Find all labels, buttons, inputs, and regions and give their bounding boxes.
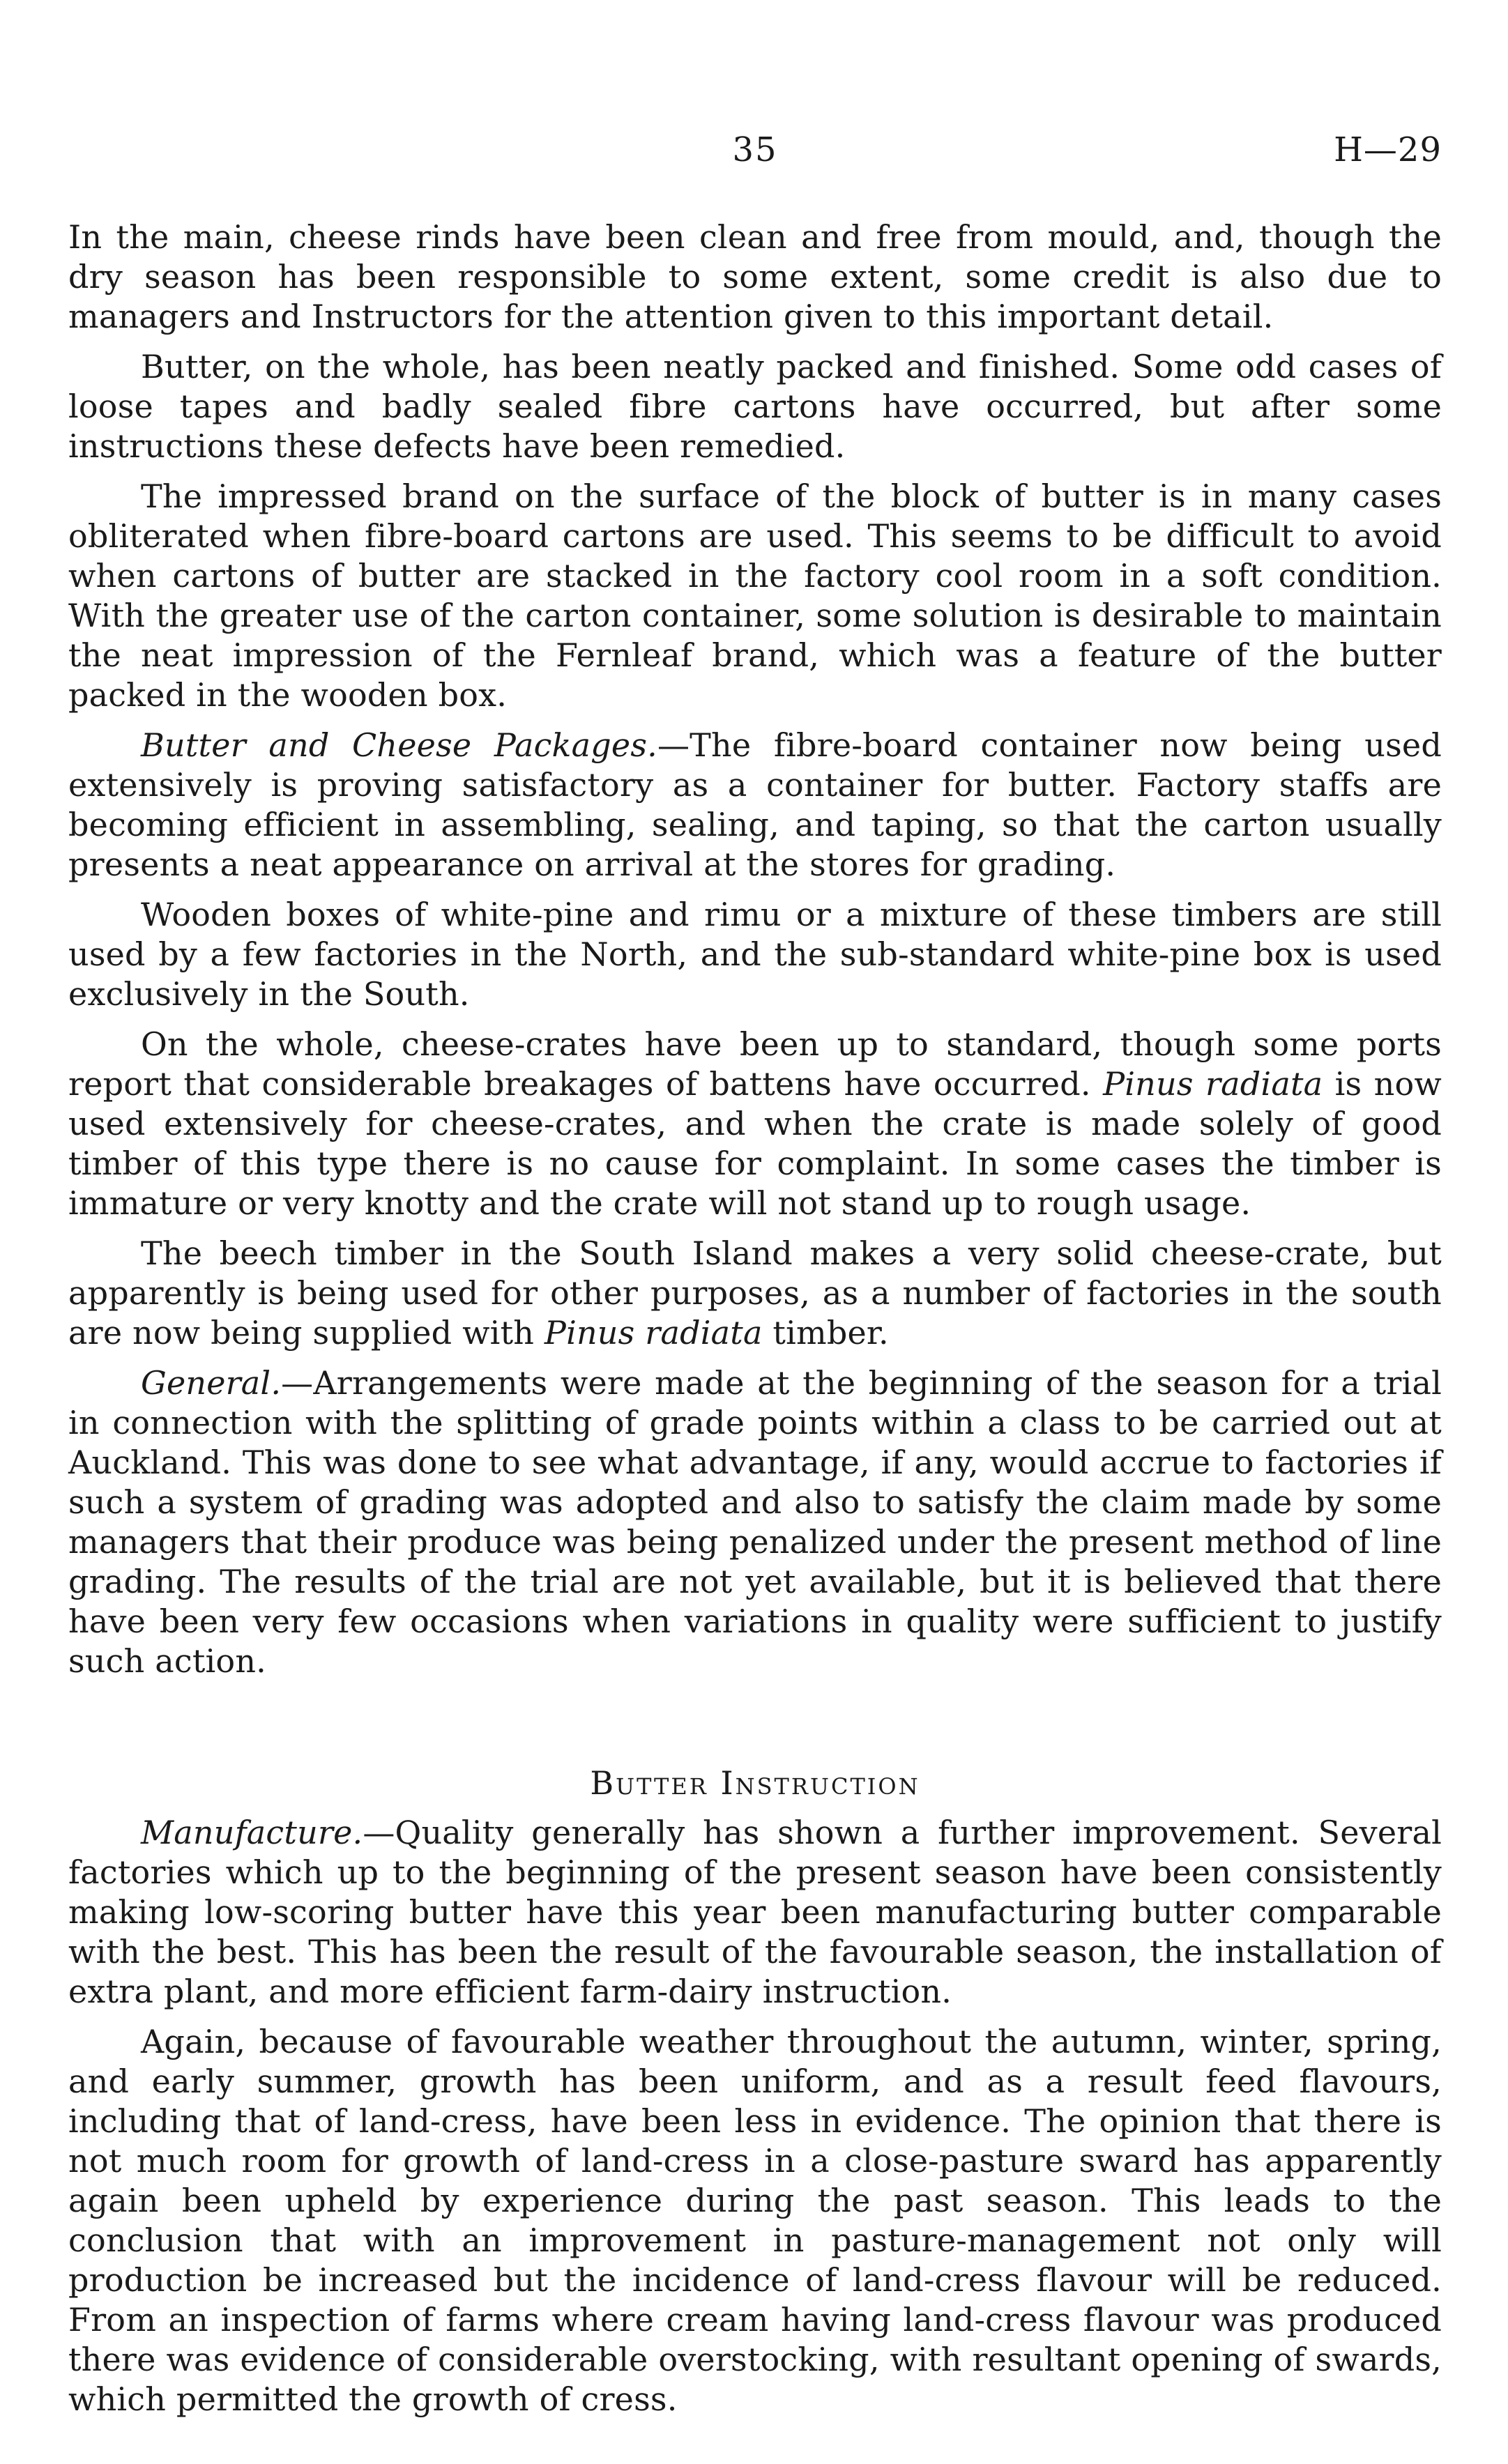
paragraph-crates-text-after: is now used extensively for cheese-crates, and when the crate is made solely of good timber of this type there is no cause for complaint. In some cases the timber is immature or very knotty and the crate will not stand up to rough usage. bbox=[68, 1065, 1442, 1222]
paragraph-beech-text-after: timber. bbox=[762, 1314, 889, 1352]
paragraph-butter-packing: Butter, on the whole, has been neatly packed and finished. Some odd cases of loose tapes and badly sealed fibre cartons have occurred, but after some instructions these defects have been remedied. bbox=[68, 348, 1442, 465]
paragraph-crates-text-before: On the whole, cheese-crates have been up to standard, though some ports report that considerable breakages of battens have occurred. bbox=[68, 1025, 1442, 1103]
caption-manufacture: Manufacture. bbox=[141, 1814, 363, 1851]
caption-general: General. bbox=[141, 1364, 282, 1402]
paragraph-beech-timber bbox=[68, 1234, 1442, 1353]
species-name: Pinus radiata bbox=[1103, 1065, 1323, 1103]
paragraph-wooden-boxes: Wooden boxes of white-pine and rimu or a mixture of these timbers are still used by a few factories in the North, and the sub-standard white-pine box is used exclusively in the South. bbox=[68, 896, 1442, 1013]
body-text bbox=[68, 217, 1442, 2430]
species-name: Pinus radiata bbox=[544, 1314, 763, 1352]
caption-butter-cheese-packages: Butter and Cheese Packages. bbox=[141, 726, 657, 764]
paragraph-manufacture bbox=[68, 1813, 1442, 2012]
paragraph-cheese-rinds: In the main, cheese rinds have been clean and free from mould, and, though the dry season has been responsible to some extent, some credit is also due to managers and Instructors for the attention given to this important detail. bbox=[68, 218, 1442, 335]
page-number: 35 bbox=[732, 130, 778, 169]
section-heading-butter-instruction: Butter Instruction bbox=[590, 1764, 920, 1802]
paragraph-general-text: —Arrangements were made at the beginning of the season for a trial in connection with the splitting of grade points within a class to be carried out at Auckland. This was done to see what advantage, if any, would accrue to factories if such a system of grading was adopted and also to satisfy the claim made by some managers that their produce was being penalized under the present method of line grading. The results of the trial are not yet available, but it is believed that there have been very few occasions when variations in quality were sufficient to justify such action. bbox=[68, 1364, 1442, 1680]
paragraph-manufacture-text: —Quality generally has shown a further improvement. Several factories which up to the beginning of the present season have been consistently making low-scoring butter have this year been manufacturing butter comparable with the best. This has been the result of the favourable season, the installation of extra plant, and more efficient farm-dairy instruction. bbox=[68, 1814, 1442, 2010]
page-header bbox=[68, 125, 1442, 174]
paragraph-cheese-crates bbox=[68, 1025, 1442, 1223]
paragraph-impressed-brand: The impressed brand on the surface of the block of butter is in many cases obliterated when fibre-board cartons are used. This seems to be difficult to avoid when cartons of butter are stacked in the factory cool room in a soft condition. With the greater use of the carton container, some solution is desirable to maintain the neat impression of the Fernleaf brand, which was a feature of the butter packed in the wooden box. bbox=[68, 477, 1442, 714]
paragraph-weather-land-cress: Again, because of favourable weather throughout the autumn, winter, spring, and early summer, growth has been uniform, and as a result feed flavours, including that of land-cress, have been less in evidence. The opinion that there is not much room for growth of land-cress in a close-pasture sward has apparently again been upheld by experience during the past season. This leads to the conclusion that with an improvement in pasture-management not only will production be increased but the incidence of land-cress flavour will be reduced. From an inspection of farms where cream having land-cress flavour was produced there was evidence of considerable overstocking, with resultant opening of swards, which permitted the growth of cress. bbox=[68, 2023, 1442, 2418]
paragraph-packages-text: —The fibre-board container now being used extensively is proving satisfactory as a container for butter. Factory staffs are becoming efficient in assembling, sealing, and taping, so that the carton usually presents a neat appearance on arrival at the stores for grading. bbox=[68, 726, 1442, 883]
paragraph-packages bbox=[68, 726, 1442, 885]
document-code: H—29 bbox=[1334, 130, 1442, 169]
paragraph-beech-text-before: The beech timber in the South Island makes a very solid cheese-crate, but apparently is being used for other purposes, as a number of factories in the south are now being supplied with bbox=[68, 1234, 1442, 1352]
paragraph-general bbox=[68, 1363, 1442, 1681]
